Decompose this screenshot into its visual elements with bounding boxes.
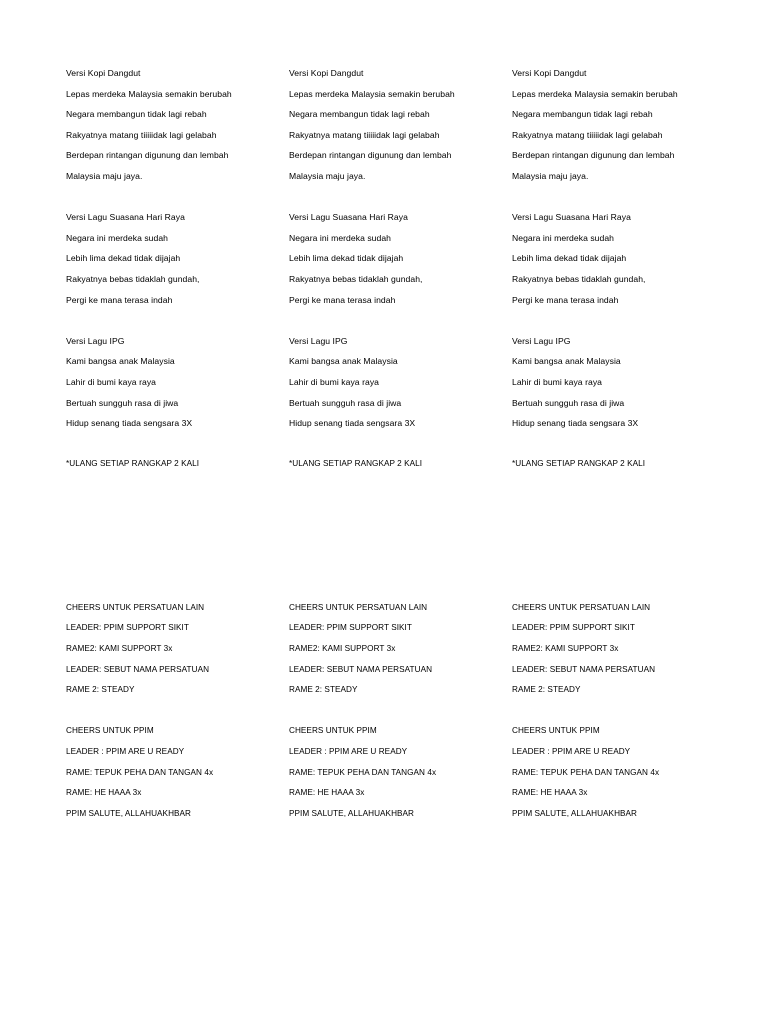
cheer-line: LEADER: SEBUT NAMA PERSATUAN (66, 664, 210, 674)
block-title: Versi Kopi Dangdut (512, 68, 587, 78)
lyric-line: Kami bangsa anak Malaysia (289, 356, 398, 367)
lyric-line: Bertuah sungguh rasa di jiwa (512, 397, 625, 408)
lyric-line: Rakyatnya matang tiiiiidak lagi gelabah (289, 129, 440, 140)
block-title: Versi Lagu IPG (512, 335, 571, 346)
lyric-line: Negara membangun tidak lagi rebah (512, 109, 653, 120)
lyric-line: Hidup senang tiada sengsara 3X (289, 418, 416, 429)
cheer-line: RAME 2: STEADY (66, 685, 135, 695)
cheer-line: LEADER : PPIM ARE U READY (289, 747, 408, 757)
cheer-line: RAME: TEPUK PEHA DAN TANGAN 4x (289, 767, 437, 777)
lyric-line: Rakyatnya matang tiiiiidak lagi gelabah (66, 129, 217, 140)
cheer-line: LEADER: SEBUT NAMA PERSATUAN (289, 664, 433, 674)
block-title: Versi Lagu IPG (289, 335, 348, 346)
lyrics-column-1 (66, 63, 281, 824)
cheer-line: PPIM SALUTE, ALLAHUAKHBAR (512, 808, 638, 818)
block-title: CHEERS UNTUK PERSATUAN LAIN (512, 602, 651, 612)
lyric-line: Pergi ke mana terasa indah (66, 294, 173, 305)
block-title: CHEERS UNTUK PERSATUAN LAIN (66, 602, 205, 612)
lyric-line: Lahir di bumi kaya raya (512, 376, 602, 387)
lyric-line: Negara ini merdeka sudah (289, 232, 391, 243)
cheer-line: RAME2: KAMI SUPPORT 3x (66, 644, 173, 654)
cheer-line: PPIM SALUTE, ALLAHUAKHBAR (289, 808, 415, 818)
lyric-line: Lebih lima dekad tidak dijajah (289, 253, 404, 264)
lyric-line: Lepas merdeka Malaysia semakin berubah (512, 88, 678, 99)
lyric-line: Lebih lima dekad tidak dijajah (512, 253, 627, 264)
cheer-line: RAME: HE HAAA 3x (289, 788, 365, 798)
cheer-line: LEADER : PPIM ARE U READY (66, 747, 185, 757)
cheer-line: LEADER: PPIM SUPPORT SIKIT (66, 623, 189, 633)
block-title: Versi Kopi Dangdut (289, 68, 364, 78)
block-title: CHEERS UNTUK PERSATUAN LAIN (289, 602, 428, 612)
lyric-line: Lepas merdeka Malaysia semakin berubah (289, 88, 455, 99)
lyric-line: Bertuah sungguh rasa di jiwa (66, 397, 179, 408)
cheer-line: RAME: TEPUK PEHA DAN TANGAN 4x (66, 767, 214, 777)
cheer-line: PPIM SALUTE, ALLAHUAKHBAR (66, 808, 192, 818)
lyric-line: Rakyatnya bebas tidaklah gundah, (512, 273, 646, 284)
lyric-line: Malaysia maju jaya. (512, 170, 589, 181)
lyric-line: Pergi ke mana terasa indah (289, 294, 396, 305)
block-title: Versi Lagu IPG (66, 335, 125, 346)
lyric-line: Hidup senang tiada sengsara 3X (512, 418, 639, 429)
lyric-line: Negara ini merdeka sudah (512, 232, 614, 243)
lyric-line: Lahir di bumi kaya raya (289, 376, 379, 387)
cheer-line: RAME2: KAMI SUPPORT 3x (289, 644, 396, 654)
lyric-line: Kami bangsa anak Malaysia (66, 356, 175, 367)
lyric-line: Negara ini merdeka sudah (66, 232, 168, 243)
block-title: CHEERS UNTUK PPIM (66, 726, 154, 736)
cheer-line: LEADER: PPIM SUPPORT SIKIT (512, 623, 635, 633)
repeat-note: *ULANG SETIAP RANGKAP 2 KALI (289, 459, 423, 469)
lyric-line: Kami bangsa anak Malaysia (512, 356, 621, 367)
lyrics-column-3 (512, 63, 727, 824)
lyric-line: Rakyatnya bebas tidaklah gundah, (66, 273, 200, 284)
lyric-line: Malaysia maju jaya. (66, 170, 143, 181)
block-title: CHEERS UNTUK PPIM (289, 726, 377, 736)
cheer-line: LEADER : PPIM ARE U READY (512, 747, 631, 757)
block-title: Versi Lagu Suasana Hari Raya (512, 212, 631, 223)
cheer-line: RAME 2: STEADY (512, 685, 581, 695)
lyrics-column-2 (289, 63, 504, 824)
block-title: Versi Kopi Dangdut (66, 68, 141, 78)
repeat-note: *ULANG SETIAP RANGKAP 2 KALI (512, 459, 646, 469)
block-title: CHEERS UNTUK PPIM (512, 726, 600, 736)
lyric-line: Rakyatnya matang tiiiiidak lagi gelabah (512, 129, 663, 140)
cheer-line: RAME: TEPUK PEHA DAN TANGAN 4x (512, 767, 660, 777)
cheer-line: RAME 2: STEADY (289, 685, 358, 695)
lyric-line: Pergi ke mana terasa indah (512, 294, 619, 305)
lyric-line: Malaysia maju jaya. (289, 170, 366, 181)
lyric-line: Lepas merdeka Malaysia semakin berubah (66, 88, 232, 99)
cheer-line: RAME2: KAMI SUPPORT 3x (512, 644, 619, 654)
lyric-line: Berdepan rintangan digunung dan lembah (512, 150, 675, 161)
cheer-line: RAME: HE HAAA 3x (66, 788, 142, 798)
lyric-line: Bertuah sungguh rasa di jiwa (289, 397, 402, 408)
block-title: Versi Lagu Suasana Hari Raya (66, 212, 185, 223)
lyric-line: Lahir di bumi kaya raya (66, 376, 156, 387)
lyric-line: Negara membangun tidak lagi rebah (66, 109, 207, 120)
lyric-line: Hidup senang tiada sengsara 3X (66, 418, 193, 429)
lyric-line: Lebih lima dekad tidak dijajah (66, 253, 181, 264)
lyric-line: Berdepan rintangan digunung dan lembah (66, 150, 229, 161)
cheer-line: LEADER: PPIM SUPPORT SIKIT (289, 623, 412, 633)
lyric-line: Rakyatnya bebas tidaklah gundah, (289, 273, 423, 284)
repeat-note: *ULANG SETIAP RANGKAP 2 KALI (66, 459, 200, 469)
lyric-line: Berdepan rintangan digunung dan lembah (289, 150, 452, 161)
cheer-line: LEADER: SEBUT NAMA PERSATUAN (512, 664, 656, 674)
block-title: Versi Lagu Suasana Hari Raya (289, 212, 408, 223)
cheer-line: RAME: HE HAAA 3x (512, 788, 588, 798)
lyric-line: Negara membangun tidak lagi rebah (289, 109, 430, 120)
